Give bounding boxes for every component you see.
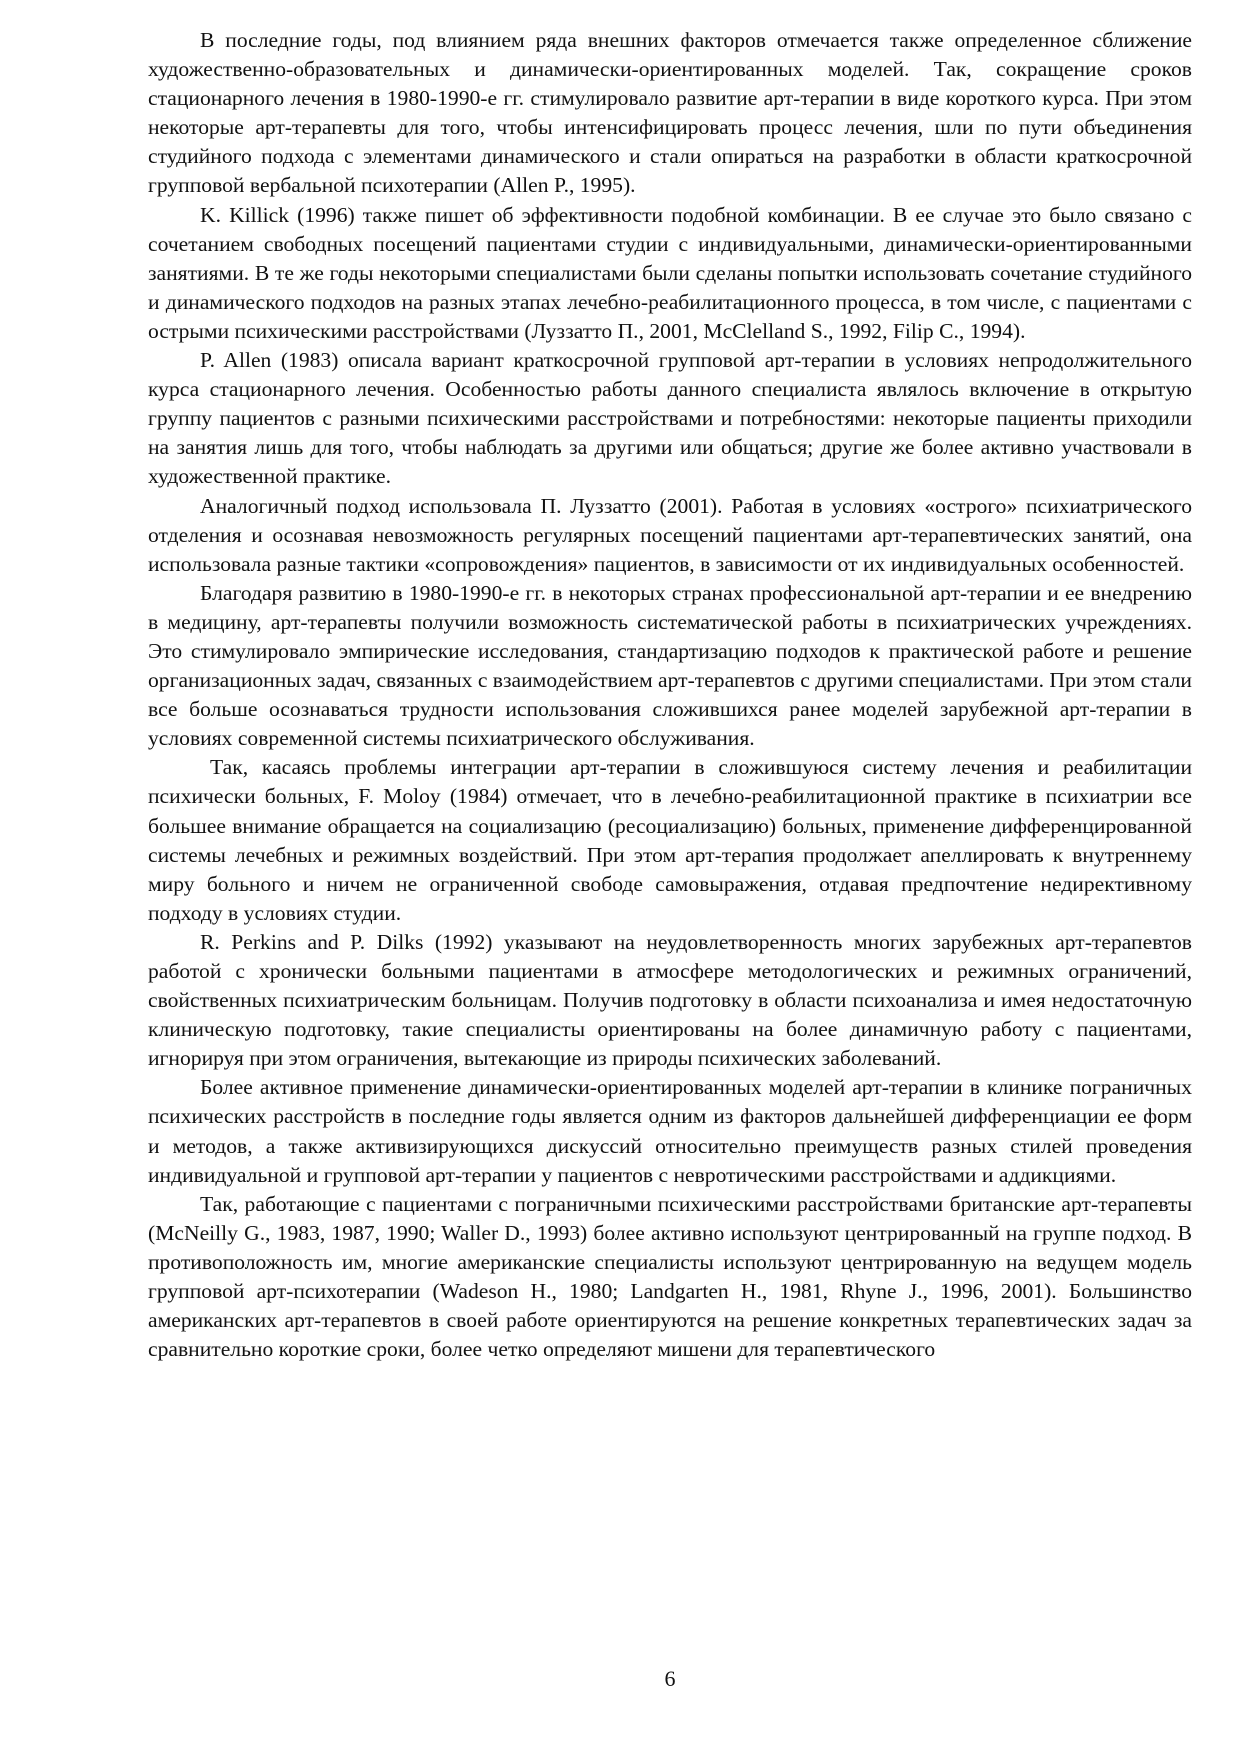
paragraph-6: Так, касаясь проблемы интеграции арт-терапии в сложившуюся систему лечения и реабилитации психически больных, F. Moloy (1984) отмечает, что в лечебно-реабилитационной практике в психиатрии все большее внимание обращается на социализацию (ресоциализацию) больных, применение дифференцированной системы лечебных и режимных воздействий. При этом арт-терапия продолжает апеллировать к внутреннему миру больного и ничем не ограниченной свободе самовыражения, отдавая предпочтение недирективному подходу в условиях студии. bbox=[148, 755, 1192, 925]
paragraph-4: Аналогичный подход использовала П. Луззатто (2001). Работая в условиях «острого» психиатрического отделения и осознавая невозможность регулярных посещений пациентами арт-терапевтических занятий, она использовала разные тактики «сопровождения» пациентов, в зависимости от их индивидуальных особенностей. bbox=[148, 493, 1192, 576]
paragraph-7: R. Perkins and P. Dilks (1992) указывают на неудовлетворенность многих зарубежных арт-терапевтов работой с хронически больными пациентами в атмосфере методологических и режимных ограничений, свойственных психиатрическим больницам. Получив подготовку в области психоанализа и имея недостаточную клиническую подготовку, такие специалисты ориентированы на более динамичную работу с пациентами, игнорируя при этом ограничения, вытекающие из природы психических заболеваний. bbox=[148, 929, 1192, 1071]
paragraph-1: В последние годы, под влиянием ряда внешних факторов отмечается также определенное сближение художественно-образовательных и динамически-ориентированных моделей. Так, сокращение сроков стационарного лечения в 1980-1990-е гг. стимулировало развитие арт-терапии в виде короткого курса. При этом некоторые арт-терапевты для того, чтобы интенсифицировать процесс лечения, шли по пути объединения студийного подхода с элементами динамического и стали опираться на разработки в области краткосрочной групповой вербальной психотерапии (Allen P., 1995). bbox=[148, 28, 1192, 198]
document-body bbox=[148, 26, 1192, 1646]
document-page bbox=[148, 26, 1192, 1726]
paragraph-3: P. Allen (1983) описала вариант краткосрочной групповой арт-терапии в условиях непродолжительного курса стационарного лечения. Особенностью работы данного специалиста являлось включение в открытую группу пациентов с разными психическими расстройствами и потребностями: некоторые пациенты приходили на занятия лишь для того, чтобы наблюдать за другими или общаться; другие же более активно участвовали в художественной практике. bbox=[148, 348, 1192, 489]
paragraph-2: K. Killick (1996) также пишет об эффективности подобной комбинации. В ее случае это было связано с сочетанием свободных посещений пациентами студии с индивидуальными, динамически-ориентированными занятиями. В те же годы некоторыми специалистами были сделаны попытки использовать сочетание студийного и динамического подходов на разных этапах лечебно-реабилитационного процесса, в том числе, с пациентами с острыми психическими расстройствами (Луззатто П., 2001, McClelland S., 1992, Filip C., 1994). bbox=[148, 202, 1192, 343]
paragraph-8: Более активное применение динамически-ориентированных моделей арт-терапии в клинике пограничных психических расстройств в последние годы является одним из факторов дальнейшей дифференциации ее форм и методов, а также активизирующихся дискуссий относительно преимуществ разных стилей проведения индивидуальной и групповой арт-терапии у пациентов с невротическими расстройствами и аддикциями. bbox=[148, 1075, 1192, 1187]
page-number: 6 bbox=[664, 1666, 676, 1691]
paragraph-5: Благодаря развитию в 1980-1990-е гг. в некоторых странах профессиональной арт-терапии и ее внедрению в медицину, арт-терапевты получили возможность систематической работы в психиатрических учреждениях. Это стимулировало эмпирические исследования, стандартизацию подходов к практической работе и решение организационных задач, связанных с взаимодействием арт-терапевтов с другими специалистами. При этом стали все больше осознаваться трудности использования сложившихся ранее моделей зарубежной арт-терапии в условиях современной системы психиатрического обслуживания. bbox=[148, 580, 1192, 751]
paragraph-9: Так, работающие с пациентами с пограничными психическими расстройствами британские арт-терапевты (McNeilly G., 1983, 1987, 1990; Waller D., 1993) более активно используют центрированный на группе подход. В противоположность им, многие американские специалисты используют центрированную на ведущем модель групповой арт-психотерапии (Wadeson H., 1980; Landgarten H., 1981, Rhyne J., 1996, 2001). Большинство американских арт-терапевтов в своей работе ориентируются на решение конкретных терапевтических задач за сравнительно короткие сроки, более четко определяют мишени для терапевтического bbox=[148, 1191, 1192, 1362]
